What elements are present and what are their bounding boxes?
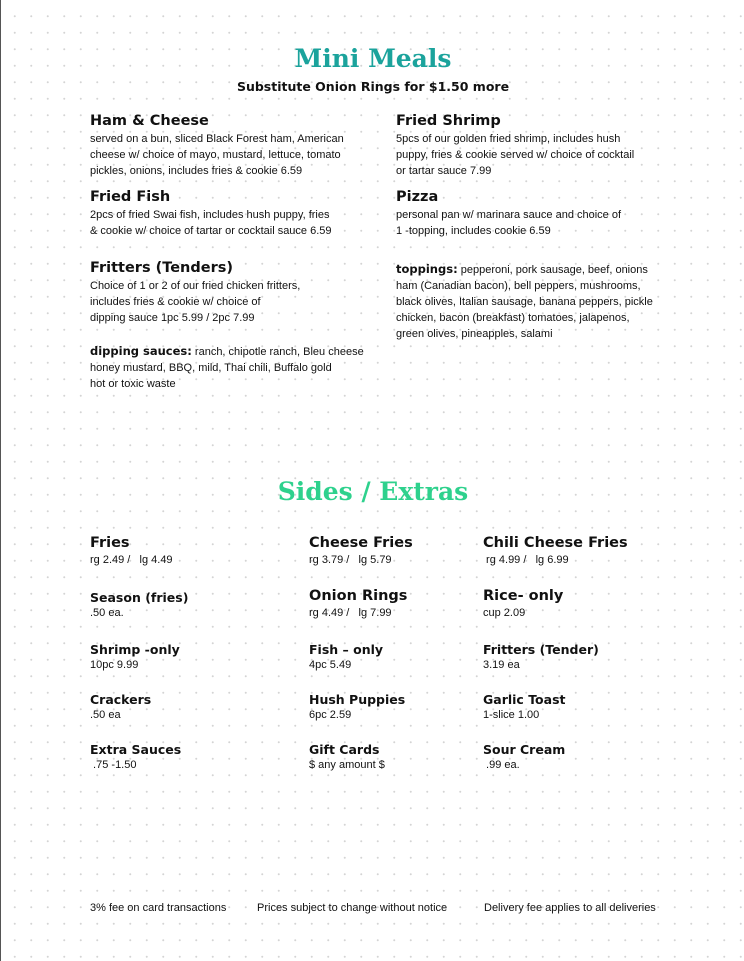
side-name: Hush Puppies bbox=[309, 692, 406, 707]
toppings-text: pepperoni, pork sausage, beef, onions ham (Canadian bacon), bell peppers, mushrooms, black olives, Italian sausage, banana peppers, pickle chicken, bacon (breakfast) tomatoes, jalapenos, green olives, pineapples, salami bbox=[396, 264, 653, 340]
menu-item-fried-fish bbox=[90, 188, 380, 239]
side-item-garlic-toast bbox=[483, 691, 566, 723]
footer-price-note: Prices subject to change without notice bbox=[257, 902, 448, 914]
side-price: 6pc 2.59 bbox=[309, 709, 352, 721]
side-item-fritters bbox=[483, 641, 599, 673]
item-name: Fried Fish bbox=[90, 189, 171, 205]
side-price: 4pc 5.49 bbox=[309, 659, 352, 671]
footer-delivery-note: Delivery fee applies to all deliveries bbox=[484, 902, 656, 914]
item-description: 2pcs of fried Swai fish, includes hush puppy, fries & cookie w/ choice of tartar or cocktail sauce 6.59 bbox=[90, 209, 332, 237]
footer-card-fee: 3% fee on card transactions bbox=[90, 902, 227, 914]
side-price: rg 4.49 / lg 7.99 bbox=[309, 607, 392, 619]
side-name: Cheese Fries bbox=[309, 535, 413, 551]
side-name: Rice- only bbox=[483, 588, 564, 604]
side-name: Gift Cards bbox=[309, 742, 380, 757]
side-name: Garlic Toast bbox=[483, 692, 566, 707]
item-name: Fritters (Tenders) bbox=[90, 260, 233, 276]
side-item-season-fries bbox=[90, 589, 188, 621]
side-name: Extra Sauces bbox=[90, 742, 182, 757]
side-price: rg 3.79 / lg 5.79 bbox=[309, 554, 392, 566]
dipping-sauces-label: dipping sauces: bbox=[90, 344, 192, 358]
side-name: Fries bbox=[90, 535, 130, 551]
side-item-crackers bbox=[90, 691, 151, 723]
menu-item-fried-shrimp bbox=[396, 112, 686, 179]
mini-meals-subtitle: Substitute Onion Rings for $1.50 more bbox=[236, 79, 510, 94]
item-name: Ham & Cheese bbox=[90, 113, 209, 129]
side-name: Fish – only bbox=[309, 642, 384, 657]
menu-item-ham-cheese bbox=[90, 112, 380, 179]
side-item-fish bbox=[309, 641, 383, 673]
side-item-sour-cream bbox=[483, 741, 565, 773]
side-price: .75 -1.50 bbox=[90, 759, 137, 771]
side-price: cup 2.09 bbox=[483, 607, 526, 619]
item-name: Pizza bbox=[396, 189, 439, 205]
side-name: Shrimp -only bbox=[90, 642, 180, 657]
item-description: Choice of 1 or 2 of our fried chicken fritters, includes fries & cookie w/ choice of dipping sauce 1pc 5.99 / 2pc 7.99 bbox=[90, 280, 301, 324]
item-description: 5pcs of our golden fried shrimp, includes hush puppy, fries & cookie served w/ choice of cocktail or tartar sauce 7.99 bbox=[396, 133, 635, 177]
side-item-onion-rings bbox=[309, 587, 407, 621]
side-price: .99 ea. bbox=[483, 759, 520, 771]
side-name: Fritters (Tender) bbox=[483, 642, 599, 657]
dipping-sauces-text: ranch, chipotle ranch, Bleu cheese honey mustard, BBQ, mild, Thai chili, Buffalo gold hot or toxic waste bbox=[90, 346, 364, 390]
side-item-shrimp bbox=[90, 641, 180, 673]
menu-item-fritters bbox=[90, 259, 380, 326]
side-name: Sour Cream bbox=[483, 742, 566, 757]
side-price: .50 ea. bbox=[90, 607, 124, 619]
sides-title: Sides / Extras bbox=[277, 477, 469, 506]
side-item-extra-sauces bbox=[90, 741, 181, 773]
side-name: Crackers bbox=[90, 692, 152, 707]
side-item-chili-cheese-fries bbox=[483, 534, 628, 568]
toppings-label: toppings: bbox=[396, 262, 458, 276]
side-item-fries bbox=[90, 534, 173, 568]
item-description: served on a bun, sliced Black Forest ham, American cheese w/ choice of mayo, mustard, lettuce, tomato pickles, onions, includes fries & cookie 6.59 bbox=[90, 133, 344, 177]
dipping-sauces-section bbox=[90, 343, 380, 392]
side-price: 1-slice 1.00 bbox=[483, 709, 540, 721]
item-name: Fried Shrimp bbox=[396, 113, 501, 129]
side-price: $ any amount $ bbox=[309, 759, 385, 771]
side-price: .50 ea bbox=[90, 709, 121, 721]
side-item-cheese-fries bbox=[309, 534, 413, 568]
side-name: Season (fries) bbox=[90, 590, 189, 605]
side-price: 3.19 ea bbox=[483, 659, 520, 671]
side-price: rg 2.49 / lg 4.49 bbox=[90, 554, 173, 566]
side-item-gift-cards bbox=[309, 741, 385, 773]
side-item-rice bbox=[483, 587, 563, 621]
item-description: personal pan w/ marinara sauce and choice of 1 -topping, includes cookie 6.59 bbox=[396, 209, 622, 237]
side-name: Chili Cheese Fries bbox=[483, 535, 628, 551]
side-name: Onion Rings bbox=[309, 588, 408, 604]
side-price: 10pc 9.99 bbox=[90, 659, 139, 671]
mini-meals-title: Mini Meals bbox=[294, 44, 452, 73]
side-item-hush-puppies bbox=[309, 691, 405, 723]
side-price: rg 4.99 / lg 6.99 bbox=[483, 554, 569, 566]
toppings-section bbox=[396, 261, 686, 342]
menu-item-pizza bbox=[396, 188, 686, 239]
